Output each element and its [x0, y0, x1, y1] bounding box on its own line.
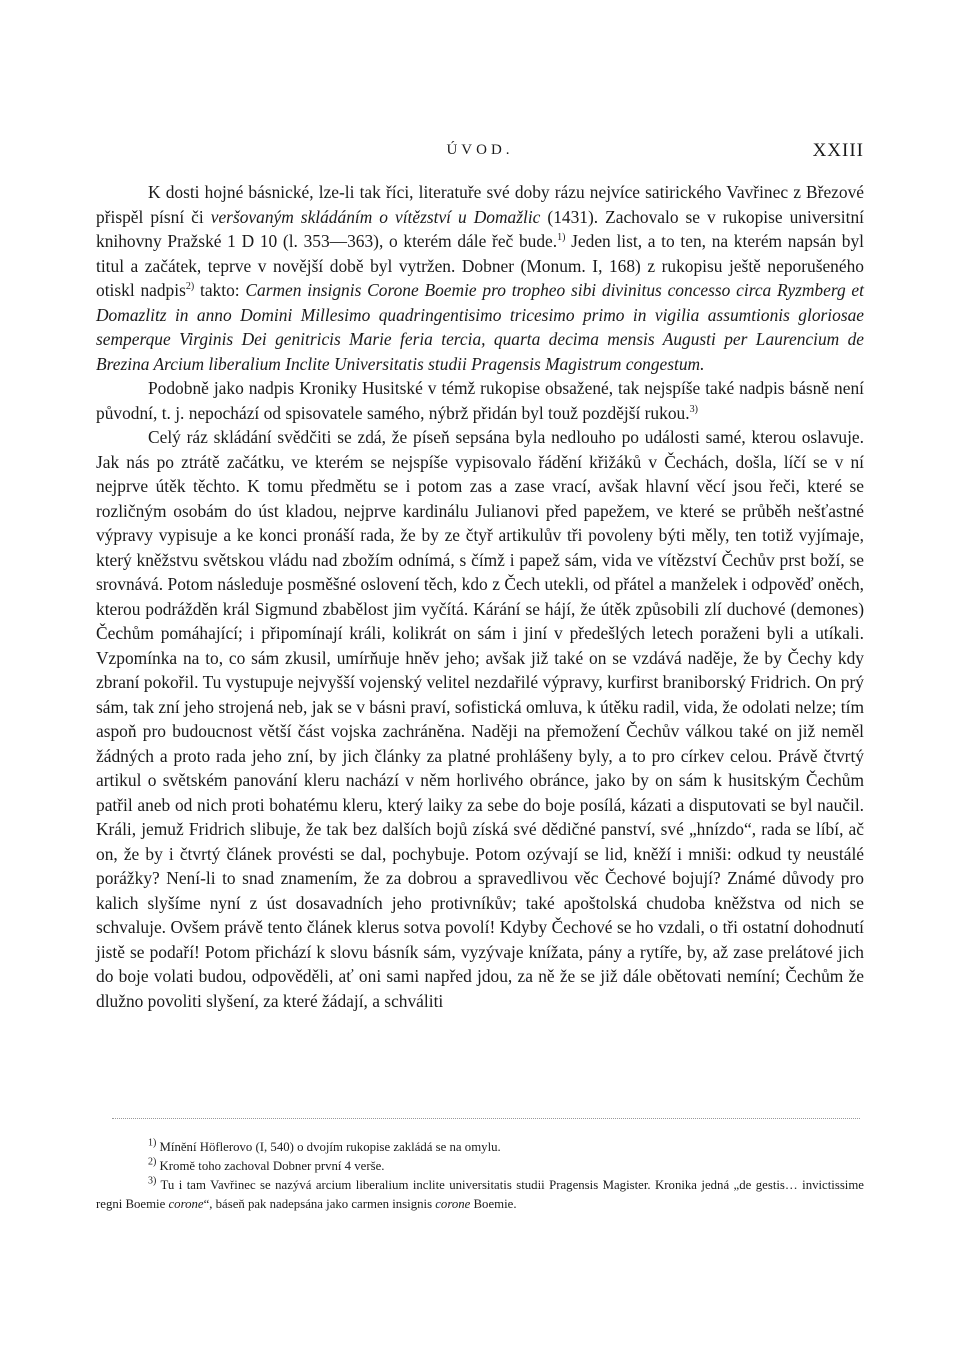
- footnote: [96, 1157, 864, 1176]
- italic-latin-title: Carmen insignis Corone Boemie pro tropheo sibi divinitus concesso circa Ryzmberg et Domazlitz in anno Domini Millesimo quadringentisimo tricesimo primo in vigilia assumtionis gloriosae semperque Virginis Dei genitricis Marie feria tercia, quarta decima mensis Augusti per Laurencium de Brezina Arcium liberalium Inclite Universitatis studii Pragensis Magistrum congestum.: [96, 280, 864, 374]
- footnote-separator: [112, 1118, 860, 1119]
- footnote-text: Boemie.: [470, 1197, 517, 1211]
- footnote-mark: 2): [148, 1156, 157, 1168]
- text-run: takto:: [194, 280, 246, 300]
- main-text: [96, 180, 864, 1013]
- footnote-text: Mínění Höflerovo (I, 540) o dvojím rukopise zakládá se na omylu.: [156, 1140, 501, 1154]
- text-run: (1431). Zachovalo se v rukopise universitní knihovny Pražské 1 D 10 (l. 353—363), o kterém dále řeč bude.: [96, 206, 864, 251]
- footnote-text: Kromě toho zachoval Dobner první 4 verše.: [156, 1159, 385, 1173]
- running-head: [0, 140, 960, 164]
- footnote-text: Tu i tam Vavřinec se nazývá arcium liberalium inclite universitatis studii Pragensis Magister. Kronika jedná „de gestis… invictissime regni Boemie: [96, 1178, 864, 1211]
- text-run: Podobně jako nadpis Kroniky Husitské v témž rukopise obsažené, tak nejspíše také nadpis básně není původní, t. j. nepochází od spisovatele samého, nýbrž přidán byl touž pozdější rukou.: [96, 378, 864, 423]
- text-run: Jeden list, a to ten, na kterém napsán byl titul a začátek, teprve v novější době byl vytržen. Dobner (Monum. I, 168) z rukopisu ještě neporušeného otiskl nadpis: [96, 231, 864, 300]
- paragraph: [96, 376, 864, 425]
- paragraph: [96, 180, 864, 376]
- running-title: ÚVOD.: [446, 142, 514, 158]
- footnote-text: “, báseň pak nadepsána jako carmen insignis: [203, 1197, 436, 1211]
- footnotes: [96, 1138, 864, 1214]
- footnote-ref: 2): [185, 281, 195, 293]
- footnote-ref: 1): [557, 232, 566, 244]
- footnote-ref: 3): [689, 403, 698, 415]
- footnote-mark: 3): [148, 1175, 157, 1187]
- text-run: K dosti hojné básnické, lze-li tak říci, literatuře své doby rázu nejvíce satirického Vavřinec z Březové přispěl písní či: [96, 182, 864, 227]
- footnote-italic: corone: [168, 1197, 204, 1211]
- page-number: XXIII: [812, 140, 864, 161]
- footnote-mark: 1): [148, 1137, 157, 1149]
- footnote: [96, 1176, 864, 1214]
- footnote: [96, 1138, 864, 1157]
- italic-title: veršovaným skládáním o vítězství u Domažlic: [210, 206, 541, 227]
- text-run: Celý ráz skládání svědčiti se zdá, že píseň sepsána byla nedlouho po události samé, kterou oslavuje. Jak nás po ztrátě začátku, ve kterém se nejspíše vypisovalo řádění křižáků v Čechách, došla, líčí se v ní nejprve útěk těchto. K tomu předmětu se i potom zas a zase vrací, avšak hlavní věcí jsou řeči, které se rozličným osobám do úst kladou, nejprve kardinálu Julianovi před papežem, ve které se průběh nešťastné výpravy vypisuje a ke konci pronáší rada, že by ze čtyř artikulův tři povoleny býti měly, ten totiž vyjímaje, který kněžstvu světskou vládu nad zbožím odnímá, s čímž i papež sám, vida ve vítězství Čechův prst boží, se srovnává. Potom následuje posměšné oslovení těch, kdo z Čech utekli, od přátel a manželek i odpověď oněch, kterou podrážděn král Sigmund zbabělost jim vyčítá. Kárání se hájí, že útěk způsobili zlí duchové (demones) Čechům pomáhající; i připomínají králi, kolikrát on sám i jiní v předešlých letech poraženi byli a utíkali. Vzpomínka na to, co sám zkusil, umírňuje hněv jeho; avšak již také on se vzdává naděje, že by Čechy kdy zbraní pokořil. Tu vystupuje nejvyšší vojenský velitel nezdařilé výpravy, kurfirst braniborský Fridrich. On prý sám, tak zní jeho strojená neb, jak se v básni praví, sofistická omluva, k útěku radil, vida, že odolati nelze; tím aspoň pro budoucnost větší část vojska zachráněna. Naději na přemožení Čechův válkou také on již neměl žádných a proto rada jeho zní, by jich články za platné prohlášeny byly, a to pro církev celou. Právě čtvrtý artikul o světském panování kleru nachází v něm horlivého obránce, jako by on sám k husitským Čechům patřil aneb od nich proti bohatému kleru, který laiky za sebe do boje posílá, kázati a disputovati se byl naučil. Králi, jemuž Fridrich slibuje, že tak bez dalších bojů získá své dědičné panství, své „hnízdo“, rada se líbí, ač on, že by i čtvrtý článek provésti se dal, pochybuje. Potom ozývají se lid, kněží i mniši: odkud ty neustálé porážky? Není-li to snad znamením, že za dobrou a spravedlivou věc Čechové bojují? Známé důvody pro kalich slyšíme nyní z úst dosavadních jeho protivníkův; také apoštolská chudoba kněžstva od nich se schvaluje. Ovšem právě tento článek klerus sotva povolí! Kdyby Čechové se ho vzdali, o tři ostatní dohodnutí jistě se podaří! Potom přichází k slovu básník sám, vyzývaje knížata, pány a rytíře, by, až zase prelátové jich do boje volati budou, odpověděli, ať oni sami napřed jdou, za ně že se již dále obětovati nemíní; Čechům že dlužno povoliti slyšení, za které žádají, a schváliti: [96, 427, 864, 1011]
- footnote-italic: corone: [435, 1197, 471, 1211]
- paragraph: [96, 425, 864, 1013]
